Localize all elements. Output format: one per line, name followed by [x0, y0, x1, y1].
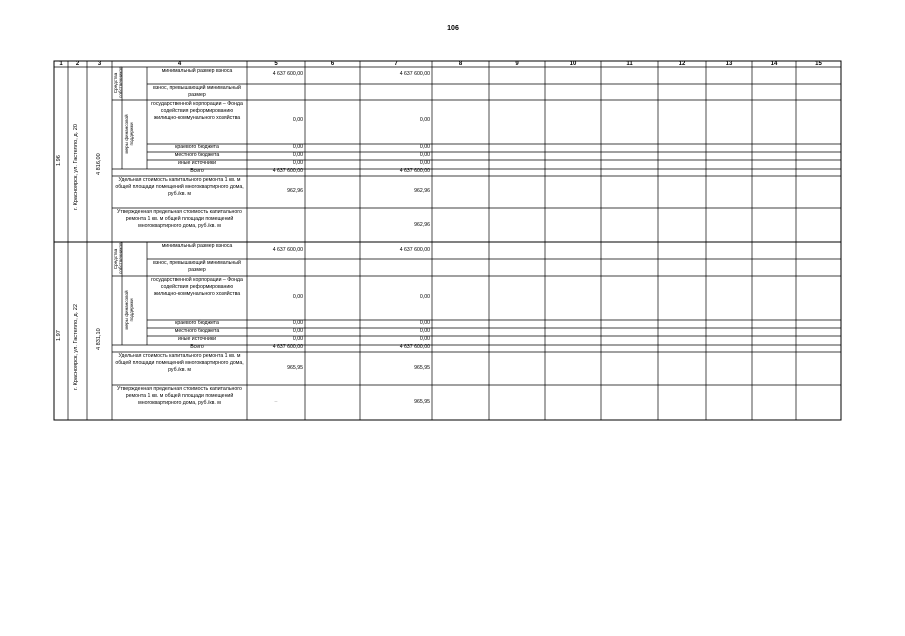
label-total: Всего — [190, 168, 204, 174]
value-total-c5: 4 637 600,00 — [272, 344, 303, 350]
record-number: 1.97 — [56, 330, 62, 341]
value-other-c7: 0,00 — [419, 160, 430, 166]
col-header-7: 7 — [394, 61, 398, 67]
label-max-cost: Утвержденная предельная стоимость капитального ремонта 1 кв. м общей площади помещений многоквартирного дома, руб./кв. м — [117, 209, 242, 229]
value-fund-c7: 0,00 — [419, 294, 430, 300]
col-header-12: 12 — [678, 61, 686, 67]
value-min-fee-c5: 4 637 600,00 — [272, 71, 303, 77]
label-excess-fee: взнос, превышающий минимальный размер — [153, 260, 241, 273]
label-local: местного бюджета — [174, 152, 220, 158]
label-min-fee: минимальный размер взноса — [161, 68, 233, 74]
value-unit-cost-c5: 962,96 — [287, 188, 303, 194]
value-unit-cost-c7: 965,95 — [414, 365, 430, 371]
value-other-c7: 0,00 — [419, 336, 430, 342]
col-header-1: 1 — [59, 61, 63, 67]
label-local: местного бюджета — [174, 328, 220, 334]
page-number: 106 — [447, 25, 459, 32]
value-regional-c5: 0,00 — [292, 144, 303, 150]
label-max-cost: Утвержденная предельная стоимость капитального ремонта 1 кв. м общей площади помещений многоквартирного дома, руб./кв. м — [117, 386, 242, 406]
value-regional-c7: 0,00 — [419, 144, 430, 150]
group-own-funds: Средства собственников — [113, 66, 124, 98]
col-header-6: 6 — [330, 61, 335, 67]
label-other: иные источники — [177, 336, 217, 342]
col-header-9: 9 — [515, 61, 519, 67]
label-fund: государственной корпорации – Фонда содействия реформированию жилищно-коммунального хозяйства — [151, 101, 243, 121]
label-excess-fee: взнос, превышающий минимальный размер — [153, 85, 241, 98]
value-local-c5: 0,00 — [292, 152, 303, 158]
col-header-8: 8 — [458, 61, 463, 67]
value-local-c7: 0,00 — [419, 328, 430, 334]
value-max-cost-c7: 965,95 — [414, 399, 430, 405]
record-address: г. Красноярск, ул. Гастелло, д. 22 — [73, 304, 79, 390]
label-total: Всего — [190, 344, 204, 350]
label-min-fee: минимальный размер взноса — [161, 243, 233, 249]
value-max-cost-c7: 962,96 — [414, 222, 430, 228]
record-area: 4 816,00 — [96, 153, 102, 175]
value-fund-c5: 0,00 — [292, 117, 303, 123]
col-header-10: 10 — [569, 61, 577, 67]
group-own-funds: Средства собственников — [113, 242, 124, 274]
value-unit-cost-c7: 962,96 — [414, 188, 430, 194]
col-header-3: 3 — [97, 61, 102, 67]
value-regional-c7: 0,00 — [419, 320, 430, 326]
col-header-15: 15 — [815, 61, 822, 67]
value-total-c5: 4 637 600,00 — [272, 168, 303, 174]
value-total-c7: 4 637 600,00 — [399, 344, 430, 350]
col-header-5: 5 — [274, 61, 278, 67]
label-regional: краевого бюджета — [175, 320, 219, 326]
value-min-fee-c5: 4 637 600,00 — [272, 247, 303, 253]
label-unit-cost: Удельная стоимость капитального ремонта 1 кв. м общей площади помещений многоквартирного дома, руб./кв. м — [115, 353, 244, 373]
value-total-c7: 4 637 600,00 — [399, 168, 430, 174]
value-other-c5: 0,00 — [292, 336, 303, 342]
col-header-14: 14 — [770, 61, 778, 67]
col-header-11: 11 — [626, 61, 633, 67]
value-min-fee-c7: 4 637 600,00 — [399, 247, 430, 253]
record-address: г. Красноярск, ул. Гастелло, д. 20 — [73, 124, 79, 210]
value-local-c7: 0,00 — [419, 152, 430, 158]
record-area: 4 831,10 — [96, 328, 102, 350]
value-other-c5: 0,00 — [292, 160, 303, 166]
value-min-fee-c7: 4 637 600,00 — [399, 71, 430, 77]
label-other: иные источники — [177, 160, 217, 166]
group-fin-support: меры финансовой поддержки — [124, 290, 135, 330]
value-regional-c5: 0,00 — [292, 320, 303, 326]
record-number: 1.96 — [56, 155, 62, 166]
col-header-13: 13 — [725, 61, 733, 67]
label-regional: краевого бюджета — [175, 144, 219, 150]
label-fund: государственной корпорации – Фонда содействия реформированию жилищно-коммунального хозяйства — [151, 277, 243, 297]
value-unit-cost-c5: 965,95 — [287, 365, 303, 371]
group-fin-support: меры финансовой поддержки — [124, 114, 135, 154]
label-unit-cost: Удельная стоимость капитального ремонта 1 кв. м общей площади помещений многоквартирного дома, руб./кв. м — [115, 177, 244, 197]
value-fund-c7: 0,00 — [419, 117, 430, 123]
col-header-4: 4 — [177, 61, 182, 67]
col-header-2: 2 — [75, 61, 80, 67]
value-fund-c5: 0,00 — [292, 294, 303, 300]
value-local-c5: 0,00 — [292, 328, 303, 334]
value-max-cost-c5: – — [274, 399, 278, 405]
